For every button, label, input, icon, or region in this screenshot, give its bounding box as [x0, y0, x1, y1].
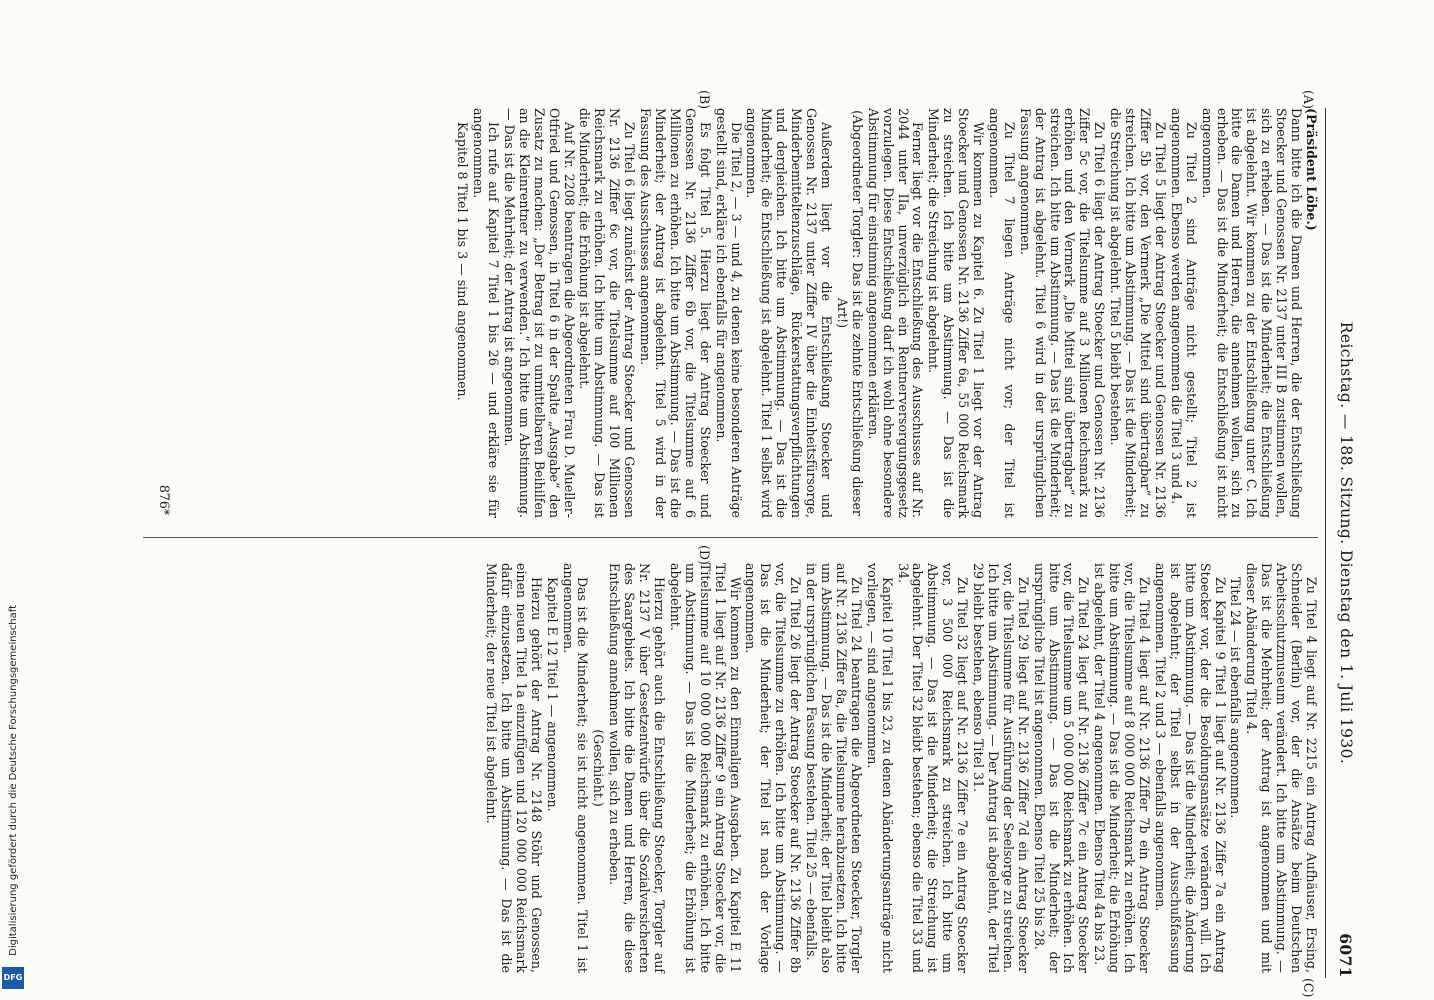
paragraph-text: Es folgt Titel 5. Hierzu liegt der Antrag Stoecker und Genossen Nr. 2136 Ziffer 6b vor, die Titelsumme auf 6 Millionen zu erhöhen. Ich bitte um Abstimmung. — Das ist die Minderheit; der Antrag ist abgelehnt. Titel 5 wird in der Fassung des Ausschusses angenommen. — [638, 108, 713, 518]
paragraph-text: Zu Titel 32 liegt auf Nr. 2136 Ziffer 7e ein Antrag Stoecker vor, 3 500 000 Reichsmark zu streichen. Ich bitte um Abstimmung. — Das ist die Minderheit; die Streichung ist abgelehnt. Der Titel 32 bleibt bestehen; ebenso die Titel 33 und 34. — [895, 563, 971, 973]
paragraph — [1199, 108, 1318, 518]
paragraph-text: Ferner liegt vor die Entschließung des Ausschusses auf Nr. 2044 unter IIa, unverzüglich ein Rentnerversorgungsgesetz vorzulegen. Diese Entschließung darf ich wohl ohne besondere Abstimmung für einstimmig angenommen erklären. — [865, 108, 926, 518]
paragraph-text: Zu Titel 26 liegt der Antrag Stoecker auf Nr. 2136 Ziffer 8b vor, die Titelsumme zu erhöhen. Ich bitte um Abstimmung. — Das ist die Minderheit; der Titel ist nach der Vorlage angenommen. — [743, 563, 804, 973]
dfg-logo-icon: DFG — [2, 967, 24, 989]
paragraph — [1168, 108, 1198, 518]
paragraph — [606, 563, 666, 973]
paragraph-text: Das ist die Minderheit; sie ist nicht angenommen. Titel 1 ist angenommen. — [560, 563, 591, 973]
paragraph-text: Zu Titel 7 liegen Anträge nicht vor; der Titel ist angenommen. — [986, 108, 1017, 518]
paragraph — [454, 108, 469, 518]
page-number: 6071 — [1336, 933, 1355, 978]
paragraph-text: Zu Titel 6 liegt der Antrag Stoecker und Genossen Nr. 2136 Ziffer 5c vor, die Titelsumme auf 3 Millionen Reichsmark zu erhöhen und den Vermerk „Die Mittel sind übertragbar“ zu streichen. Ich bitte um Abstimmung. — Das ist die Minderheit; der Antrag ist abgelehnt. Titel 6 wird in der ursprünglichen Fassung angenommen. — [1017, 108, 1108, 518]
column-divider — [143, 537, 1318, 538]
paragraph-text: Hierzu gehört der Antrag Nr. 2148 Stöhr und Genossen, einen neuen Titel 1a einzufügen und 120 000 000 Reichsmark dafür einzusetzen. Ich bitte um Abstimmung. — Das ist die Minderheit; der neue Titel ist abgelehnt. — [484, 563, 544, 973]
paragraph — [864, 563, 894, 973]
paragraph — [637, 108, 712, 518]
paragraph — [713, 108, 743, 518]
paragraph — [865, 108, 925, 518]
right-text-column — [482, 563, 1318, 973]
margin-marker-b: (B) — [697, 90, 712, 110]
paragraph-text: Auf Nr. 2208 beantragen die Abgeordneten Frau D. Mueller-Otfried und Genossen, in Titel 6 in der Spalte „Ausgabe“ den Zusatz zu machen: „Der Betrag ist zu unmittelbaren Beihilfen an die Kleinrentner zu verwenden.“ Ich bitte um Abstimmung. — Das ist die Mehrheit; der Antrag ist angenommen. — [501, 108, 577, 518]
paragraph-text: Kapitel E 12 Titel 1 — angenommen. — [544, 577, 560, 812]
paragraph-text: Zu Titel 5 liegt der Antrag Stoecker und Genossen Nr. 2136 Ziffer 5b vor, den Vermerk „Die Mittel sind übertragbar“ zu streichen. Ich bitte um Abstimmung. — Das ist die Minderheit; die Streichung ist abgelehnt. Titel 5 bleibt bestehen. — [1108, 108, 1168, 518]
paragraph — [744, 108, 833, 518]
digitization-credit-strip — [0, 0, 30, 1000]
paragraph-text: Hierzu gehört auch die Entschließung Stoecker, Torgler auf Nr. 2137 V über Gesetzentwürfe über die Sozialversicherten des Saargebiets. Ich bitte die Damen und Herren, die diese Entschließung annehmen wollen, sich zu erheben. — [607, 563, 668, 973]
paragraph — [986, 108, 1016, 518]
paragraph — [743, 563, 803, 973]
paragraph — [925, 108, 985, 518]
digitization-credit-text: Digitalisierung gefördert durch die Deutsche Forschungsgemeinschaft — [8, 605, 19, 956]
speaker-name: (Präsident Löbe.) — [1304, 108, 1319, 231]
paragraph — [1017, 108, 1106, 518]
paragraph-text: Wir kommen zu Kapitel 6. Zu Titel 1 liegt vor der Antrag Stoecker und Genossen Nr. 2136 Ziffer 6a, 55 000 Reichsmark zu streichen. Ich bitte um Abstimmung. — Das ist die Minderheit; die Streichung ist abgelehnt. — [926, 108, 987, 518]
paragraph-text: Zu Titel 2 sind Anträge nicht gestellt; Titel 2 ist angenommen. Ebenso werden angenommen die Titel 3 und 4. — [1168, 108, 1199, 518]
paragraph-text: Titel 24 — ist ebenfalls angenommen. — [1228, 577, 1244, 819]
left-text-column — [453, 108, 1318, 518]
paragraph-text: Wir kommen zu den Einmaligen Ausgaben. Zu Kapitel E 11 Titel 1 liegt auf Nr. 2136 Ziffer 9 ein Antrag Stoecker vor, die Titelsumme auf 10 000 000 Reichsmark zu erhöhen. Ich bitte um Abstimmung. — Das ist die Minderheit; die Erhöhung ist abgelehnt. — [667, 563, 743, 973]
paragraph — [501, 108, 576, 518]
paragraph — [591, 563, 606, 973]
page-header — [1323, 108, 1359, 978]
paragraph-text: Zu Titel 6 liegt zunächst der Antrag Stoecker und Genossen Nr. 2136 Ziffer 6c vor, die Titelsumme auf 100 Millionen Reichsmark zu erhöhen. Ich bitte um Abstimmung. — Das ist die Minderheit; die Erhöhung ist abgelehnt. — [577, 108, 638, 518]
paragraph — [970, 563, 1030, 973]
paragraph — [895, 563, 970, 973]
paragraph — [803, 563, 863, 973]
paragraph — [1031, 563, 1091, 973]
paragraph-text: Dann bitte ich die Damen und Herren, die der Entschließung Stoecker und Genossen Nr. 2137 unter III B zustimmen wollen, sich zu erheben. — Das ist die Minderheit; die Entschließung ist abgelehnt. Wir kommen zu der Entschließung unter C. Ich bitte die Damen und Herren, die annehmen wollen, sich zu erheben. — Das ist die Minderheit; die Entschließung ist nicht angenommen. — [1199, 108, 1305, 518]
paragraph — [560, 563, 590, 973]
paragraph-text: Zu Titel 24 beantragen die Abgeordneten Stoecker, Torgler auf Nr. 2136 Ziffer 8a, die Titelsumme herabzusetzen. Ich bitte um Abstimmung. — Das ist die Minderheit; der Titel bleibt also in der ursprünglichen Fassung bestehen. Titel 25 — ebenfalls. — [804, 563, 864, 973]
margin-marker-a: (A) — [1301, 90, 1316, 109]
paragraph — [834, 108, 864, 518]
paragraph — [1228, 563, 1243, 973]
paragraph — [544, 563, 559, 973]
paragraph-text: (Abgeordneter Torgler: Das ist die zehnte Entschließung dieser Art!) — [834, 110, 865, 516]
paragraph-text: Die Titel 2, — 3 — und 4, zu denen keine besonderen Anträge gestellt sind, erkläre ich ebenfalls für angenommen. — [713, 108, 744, 518]
paragraph — [483, 563, 543, 973]
paragraph — [1107, 108, 1167, 518]
paragraph-text: Zu Kapitel 9 Titel 1 liegt auf Nr. 2136 Ziffer 7a ein Antrag Stoecker vor, der die Besoldungsansätze verändern will. Ich bitte um Abstimmung. — Das ist die Minderheit; die Änderung ist abgelehnt; der Titel selbst in der Ausschußfassung angenommen. Titel 2 und 3 — ebenfalls angenommen. — [1152, 563, 1228, 973]
paragraph-text: Kapitel 10 Titel 1 bis 23, zu denen Abänderungsanträge nicht vorliegen, — sind angenommen. — [864, 563, 895, 973]
paragraph-text: Zu Titel 4 liegt auf Nr. 2136 Ziffer 7b ein Antrag Stoecker vor, die Titelsumme auf 8 000 000 Reichsmark zu erhöhen. Ich bitte um Abstimmung. — Das ist die Minderheit; die Erhöhung ist abgelehnt, der Titel 4 angenommen. Ebenso Titel 4a bis 23. — [1092, 563, 1153, 973]
header-rule — [1325, 108, 1326, 978]
paragraph-text: Ich rufe auf Kapitel 7 Titel 1 bis 26 — und erkläre sie für angenommen. — [471, 108, 502, 518]
paragraph — [577, 108, 637, 518]
paragraph-text: (Geschieht.) — [591, 729, 607, 807]
margin-marker-c: (C) — [1301, 978, 1316, 998]
paragraph — [1091, 563, 1151, 973]
paragraph — [1152, 563, 1227, 973]
paragraph — [667, 563, 742, 973]
margin-marker-d: (D) — [697, 545, 712, 565]
footer-signature: 876* — [157, 484, 172, 516]
paragraph — [1243, 563, 1318, 973]
paragraph-text: Außerdem liegt vor die Entschließung Stoecker und Genossen Nr. 2137 unter Ziffer IV über die Einheitsfürsorge, Minderbemitteltenzuschläge, Rückerstattungsverpflichtungen und dergleichen. Ich bitte um Abstimmung. — Das ist die Minderheit; die Entschließung ist abgelehnt. Titel 1 selbst wird angenommen. — [744, 108, 834, 518]
paragraph-text: Zu Titel 4 liegt auf Nr. 2215 ein Antrag Aufhäuser, Ersing, Schneider (Berlin) vor, der die Ansätze beim Deutschen Arbeitsschutzmuseum verändert. Ich bitte um Abstimmung. — Das ist die Mehrheit; der Antrag ist angenommen und mit dieser Abänderung Titel 4. — [1244, 563, 1319, 973]
paragraph-text: Zu Titel 29 liegt auf Nr. 2136 Ziffer 7d ein Antrag Stoecker vor, die Titelsumme für Ausführung der Seelsorge zu streichen. Ich bitte um Abstimmung. — Der Antrag ist abgelehnt, der Titel 29 bleibt bestehen, ebenso Titel 31. — [971, 563, 1031, 973]
paragraph-text: Zu Titel 24 liegt auf Nr. 2136 Ziffer 7c ein Antrag Stoecker vor, die Titelsumme um 5 000 000 Reichsmark zu erhöhen. Ich bitte um Abstimmung. — Das ist die Minderheit; der ursprüngliche Titel ist angenommen. Ebenso Titel 25 bis 28. — [1031, 563, 1092, 973]
running-title: Reichstag. — 188. Sitzung. Dienstag den 1. Juli 1930. — [1337, 321, 1355, 765]
paragraph — [470, 108, 500, 518]
paragraph-text: Kapitel 8 Titel 1 bis 3 — sind angenommen. — [455, 122, 471, 401]
